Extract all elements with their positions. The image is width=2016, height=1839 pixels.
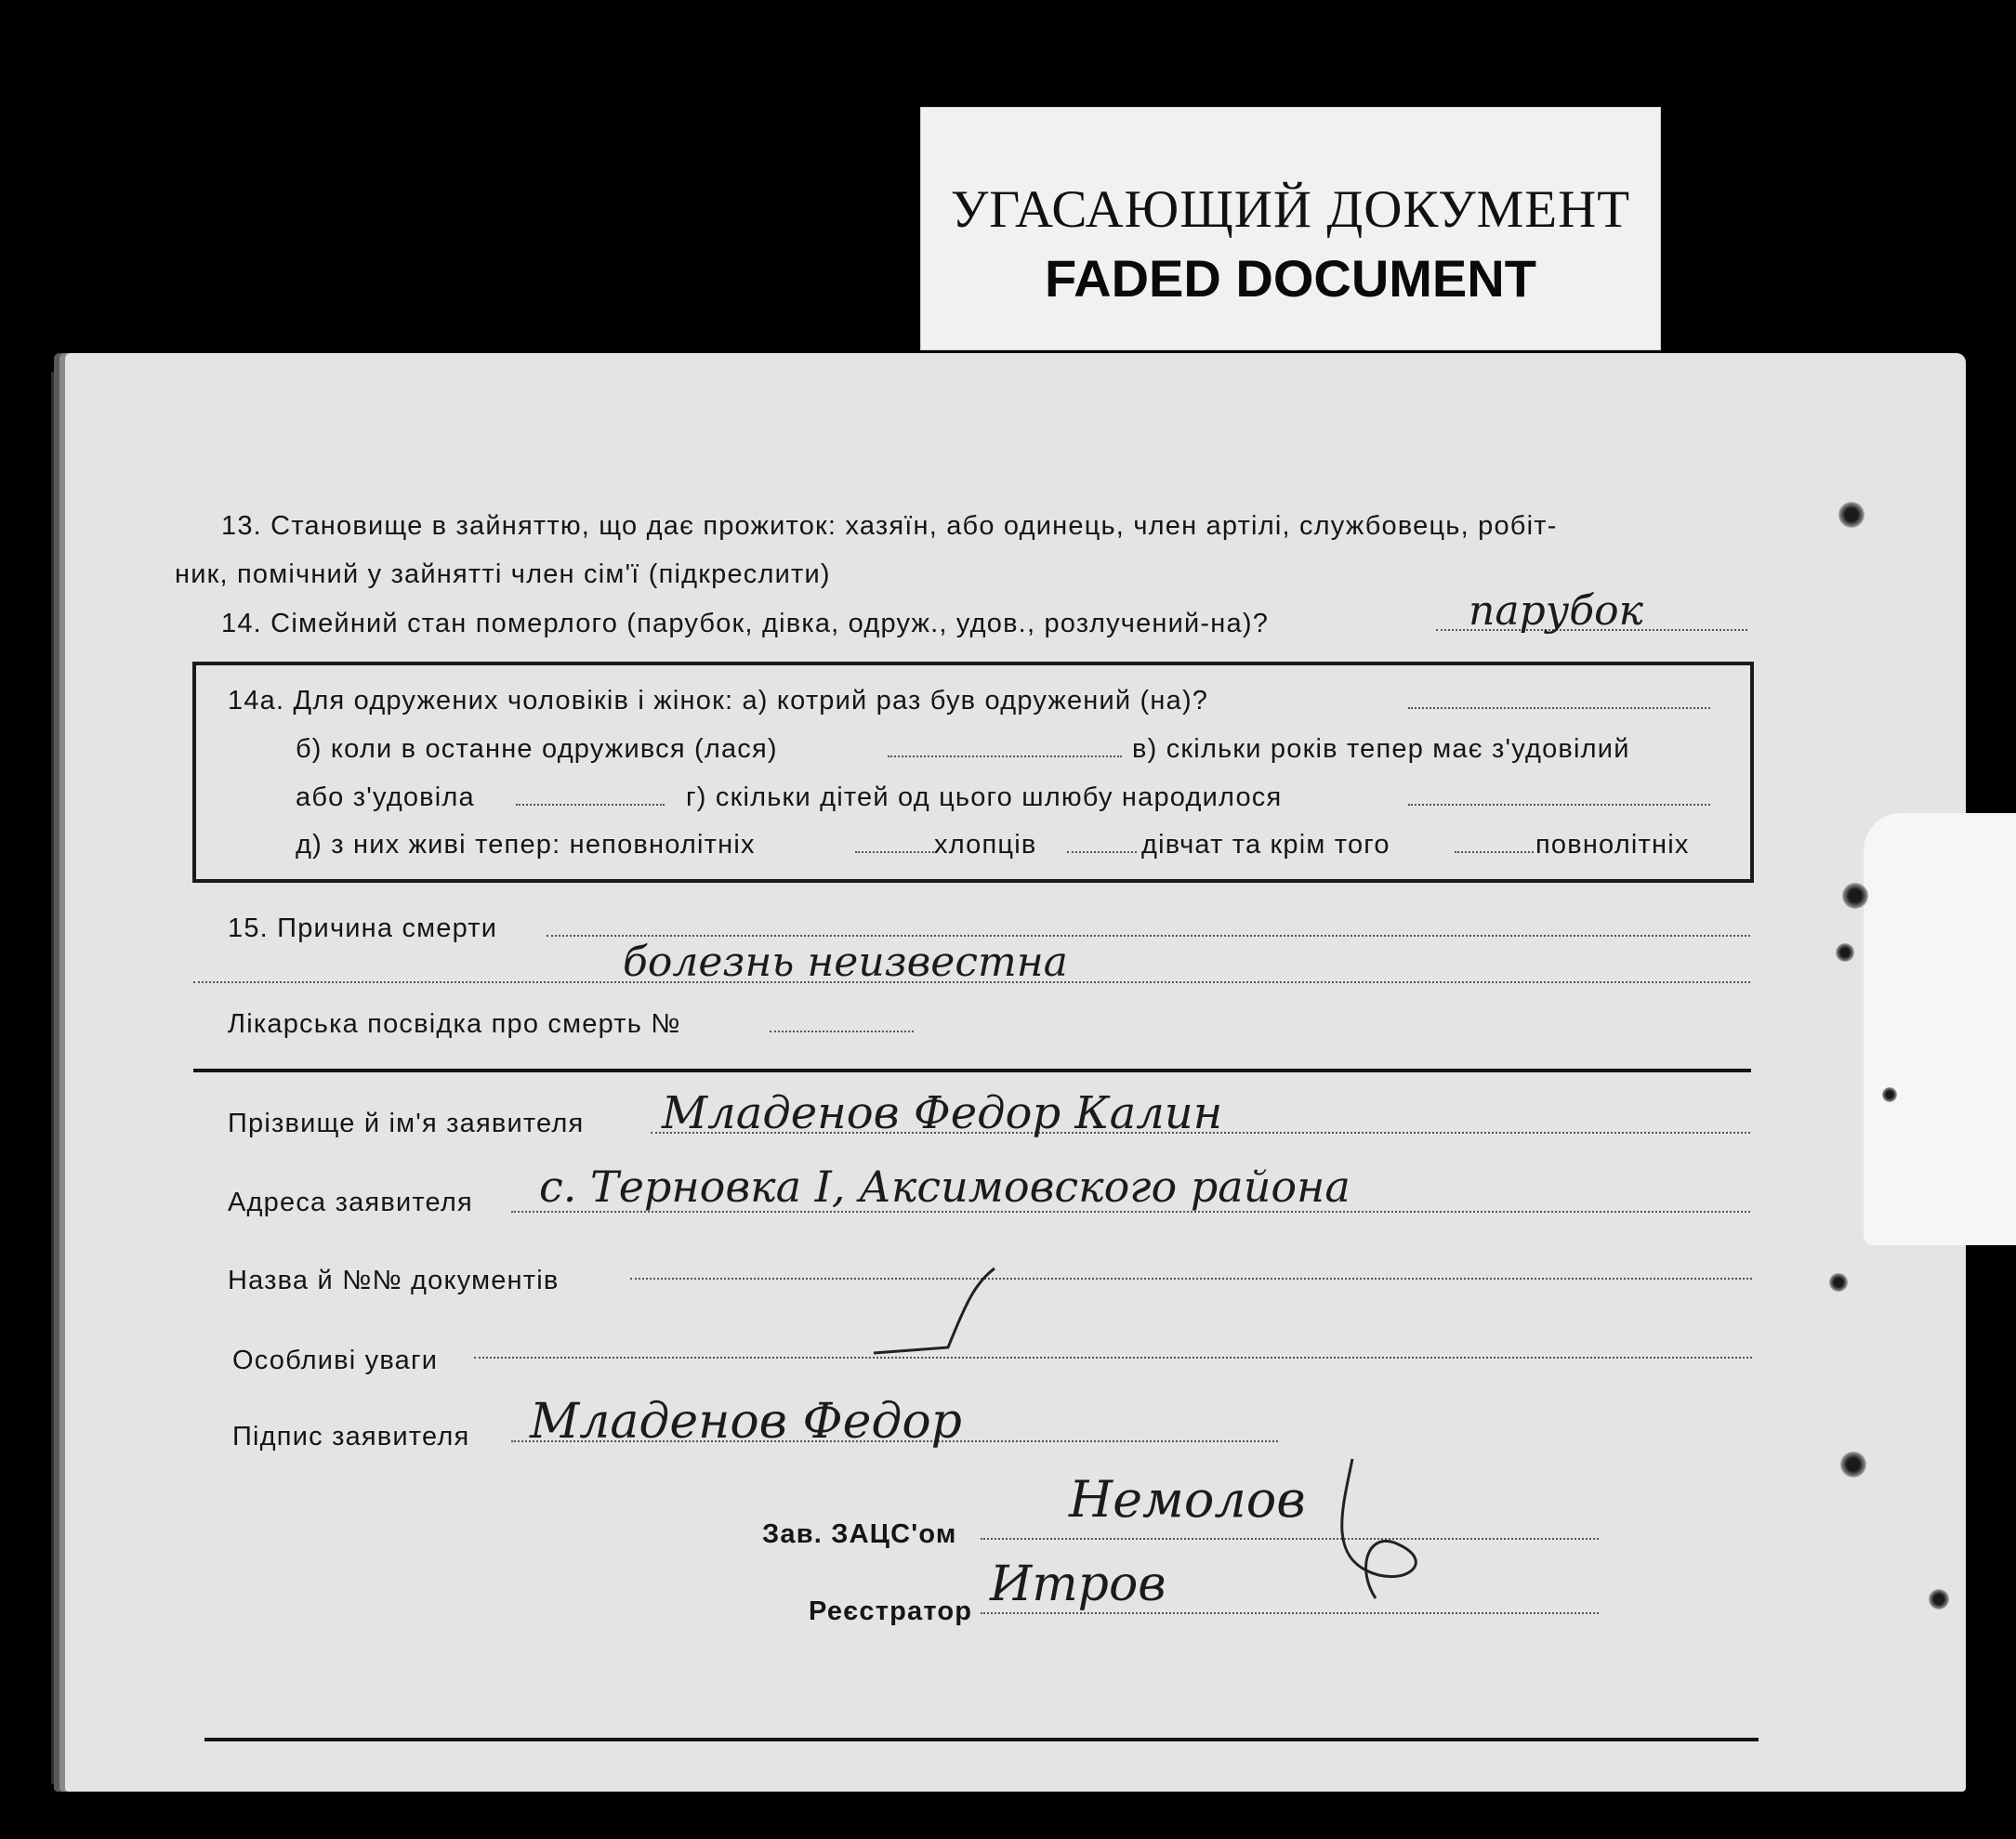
question-14a-g-label: г) скільки дітей од цього шлюбу народилося [686,782,1283,812]
applicant-address-value: с. Терновка I, Аксимовского района [539,1162,1351,1212]
binding-hole [1929,1589,1949,1609]
documents-label: Назва й №№ документів [228,1266,560,1295]
notes-line [474,1357,1752,1359]
section-divider [193,1069,1751,1072]
question-14a-minors-line [855,851,937,853]
registry-head-label: Зав. ЗАЦС'ом [762,1519,957,1549]
question-15-line-1 [547,935,1750,937]
applicant-signature: Младенов Федор [530,1394,962,1450]
question-14a-widowed-line [516,804,665,806]
question-14a-d-label: д) з них живі тепер: неповнолітніх [296,830,756,860]
registrar-line [981,1612,1599,1614]
binding-hole [1840,1451,1866,1478]
question-14-value: парубок [1469,587,1643,635]
documents-dash-mark [837,1264,1022,1366]
question-14a-g-line [1408,804,1710,806]
applicant-name-label: Прізвище й ім'я заявителя [228,1109,585,1138]
faded-document-label [920,107,1661,350]
question-14a-boys-label: хлопців [934,830,1037,860]
medical-certificate-line [770,1031,914,1032]
documents-line [630,1278,1752,1280]
medical-certificate-label: Лікарська посвідка про смерть № [228,1009,681,1039]
binding-hole [1882,1087,1897,1102]
question-14a-b-label: б) коли в останне одружився (лася) [296,734,778,764]
applicant-name-value: Младенов Федор Калин [662,1087,1223,1139]
label-ukrainian: УГАСАЮЩИЙ ДОКУМЕНТ [950,180,1631,239]
question-14a-line-1: 14а. Для одружених чоловіків і жінок: а) котрий раз був одружений (на)? [228,686,1209,716]
notes-label: Особливі уваги [232,1346,439,1375]
question-14a-adults-label: повнолітніх [1535,830,1690,860]
question-14a-v-label: в) скільки років тепер має з'удовілий [1132,734,1630,764]
question-13-line-2: ник, помічний у зайнятті член сім'ї (підкреслити) [175,559,831,589]
registry-head-line [981,1538,1599,1540]
question-15-label: 15. Причина смерти [228,913,498,943]
registry-head-signature-flourish [1301,1450,1450,1617]
applicant-address-label: Адреса заявителя [228,1188,473,1217]
question-13-line-1: 13. Становище в зайняттю, що дає прожиток: хазяїн, або одинець, член артілі, службовець, робіт- [221,511,1558,541]
question-14-label: 14. Сімейний стан померлого (парубок, дівка, одруж., удов., розлучений-на)? [221,609,1270,638]
label-english: FADED DOCUMENT [1045,249,1536,308]
question-14a-b-line [888,755,1122,757]
question-14a-girls-line [1455,851,1534,853]
binding-hole [1838,502,1864,528]
question-14a-a-line [1408,707,1710,709]
torn-corner [1864,813,2016,1245]
binding-hole [1836,943,1854,962]
question-15-value: болезнь неизвестна [623,939,1068,986]
registry-head-signature: Немолов [1069,1470,1306,1529]
question-14a-girls-label: дівчат та крім того [1141,830,1390,860]
question-14a-boys-line [1067,851,1137,853]
binding-hole [1829,1273,1848,1292]
applicant-signature-label: Підпис заявителя [232,1422,470,1451]
registrar-label: Реєстратор [809,1596,973,1626]
question-14a-widowed-label: або з'удовіла [296,782,475,812]
binding-hole [1842,883,1868,909]
bottom-rule [204,1738,1759,1741]
registrar-signature: Итров [990,1557,1166,1612]
